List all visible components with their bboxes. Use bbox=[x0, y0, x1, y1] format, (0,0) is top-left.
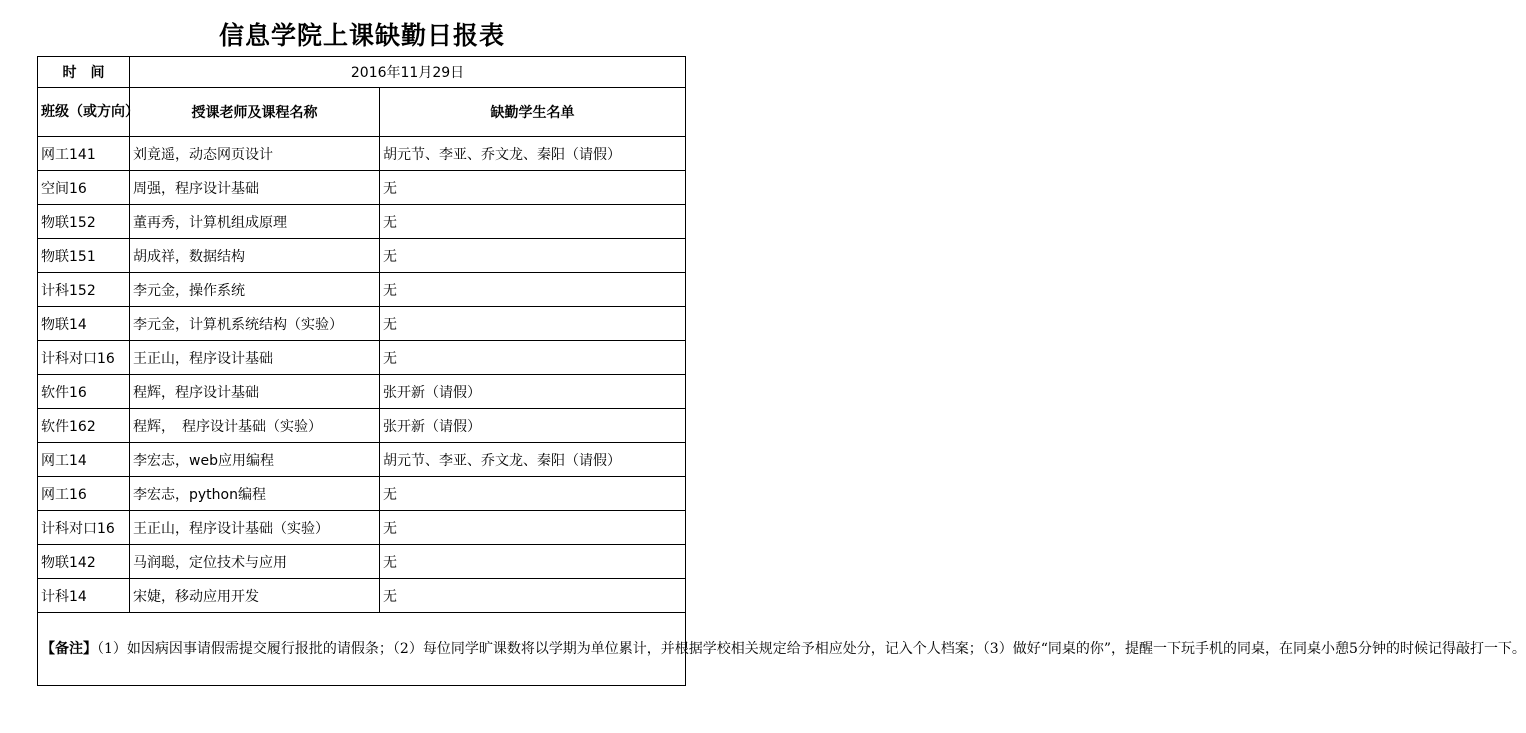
teacher-course-cell: 宋婕，移动应用开发 bbox=[130, 579, 380, 613]
absent-students-cell: 无 bbox=[380, 511, 686, 545]
class-cell: 计科152 bbox=[38, 273, 130, 307]
column-header-teacher-course: 授课老师及课程名称 bbox=[130, 88, 380, 137]
class-cell: 计科对口16 bbox=[38, 511, 130, 545]
absent-students-cell: 无 bbox=[380, 545, 686, 579]
header-row bbox=[38, 88, 686, 137]
class-cell: 软件162 bbox=[38, 409, 130, 443]
column-header-absent: 缺勤学生名单 bbox=[380, 88, 686, 137]
absent-students-cell: 无 bbox=[380, 579, 686, 613]
table-row bbox=[38, 341, 686, 375]
table-row bbox=[38, 443, 686, 477]
time-label: 时 间 bbox=[38, 57, 130, 88]
time-row bbox=[38, 57, 686, 88]
teacher-course-cell: 程辉， 程序设计基础（实验） bbox=[130, 409, 380, 443]
teacher-course-cell: 王正山，程序设计基础 bbox=[130, 341, 380, 375]
teacher-course-cell: 李宏志，python编程 bbox=[130, 477, 380, 511]
absent-students-cell: 无 bbox=[380, 205, 686, 239]
class-cell: 网工14 bbox=[38, 443, 130, 477]
class-cell: 计科对口16 bbox=[38, 341, 130, 375]
table-row bbox=[38, 239, 686, 273]
teacher-course-cell: 周强，程序设计基础 bbox=[130, 171, 380, 205]
notes-text: （1）如因病因事请假需提交履行报批的请假条；（2）每位同学旷课数将以学期为单位累计，并根据学校相关规定给予相应处分，记入个人档案；（3）做好“同桌的你”，提醒一下玩手机的同桌，在同桌小憩5分钟的时候记得敲打一下。 bbox=[97, 641, 1526, 657]
absent-students-cell: 胡元节、李亚、乔文龙、秦阳（请假） bbox=[380, 443, 686, 477]
report-title: 信息学院上课缺勤日报表 bbox=[218, 21, 505, 50]
absence-report-table bbox=[37, 56, 1526, 686]
absent-students-cell: 无 bbox=[380, 239, 686, 273]
class-cell: 物联151 bbox=[38, 239, 130, 273]
table-row bbox=[38, 137, 686, 171]
table-row bbox=[38, 511, 686, 545]
class-cell: 软件16 bbox=[38, 375, 130, 409]
teacher-course-cell: 胡成祥，数据结构 bbox=[130, 239, 380, 273]
absent-students-cell: 无 bbox=[380, 273, 686, 307]
teacher-course-cell: 李元金，操作系统 bbox=[130, 273, 380, 307]
class-cell: 空间16 bbox=[38, 171, 130, 205]
class-cell: 物联14 bbox=[38, 307, 130, 341]
class-cell: 物联152 bbox=[38, 205, 130, 239]
notes-cell bbox=[38, 613, 1526, 686]
teacher-course-cell: 刘竟遥，动态网页设计 bbox=[130, 137, 380, 171]
absent-students-cell: 张开新（请假） bbox=[380, 409, 686, 443]
absent-students-cell: 张开新（请假） bbox=[380, 375, 686, 409]
table-row bbox=[38, 205, 686, 239]
absent-students-cell: 无 bbox=[380, 307, 686, 341]
table-row bbox=[38, 477, 686, 511]
table-row bbox=[38, 273, 686, 307]
class-cell: 网工16 bbox=[38, 477, 130, 511]
report-date: 2016年11月29日 bbox=[130, 57, 686, 88]
absent-students-cell: 胡元节、李亚、乔文龙、秦阳（请假） bbox=[380, 137, 686, 171]
table-row bbox=[38, 579, 686, 613]
column-header-class: 班级（或方向） bbox=[38, 88, 130, 137]
class-cell: 物联142 bbox=[38, 545, 130, 579]
teacher-course-cell: 程辉，程序设计基础 bbox=[130, 375, 380, 409]
teacher-course-cell: 李宏志，web应用编程 bbox=[130, 443, 380, 477]
notes-section bbox=[38, 613, 1526, 686]
teacher-course-cell: 王正山，程序设计基础（实验） bbox=[130, 511, 380, 545]
class-cell: 计科14 bbox=[38, 579, 130, 613]
table-row bbox=[38, 545, 686, 579]
class-cell: 网工141 bbox=[38, 137, 130, 171]
teacher-course-cell: 董再秀，计算机组成原理 bbox=[130, 205, 380, 239]
table-row bbox=[38, 409, 686, 443]
teacher-course-cell: 李元金，计算机系统结构（实验） bbox=[130, 307, 380, 341]
notes-label: 【备注】 bbox=[41, 641, 97, 657]
table-row bbox=[38, 375, 686, 409]
table-row bbox=[38, 307, 686, 341]
table-row bbox=[38, 171, 686, 205]
teacher-course-cell: 马润聪，定位技术与应用 bbox=[130, 545, 380, 579]
table-body bbox=[38, 57, 686, 613]
absent-students-cell: 无 bbox=[380, 341, 686, 375]
absent-students-cell: 无 bbox=[380, 477, 686, 511]
absent-students-cell: 无 bbox=[380, 171, 686, 205]
